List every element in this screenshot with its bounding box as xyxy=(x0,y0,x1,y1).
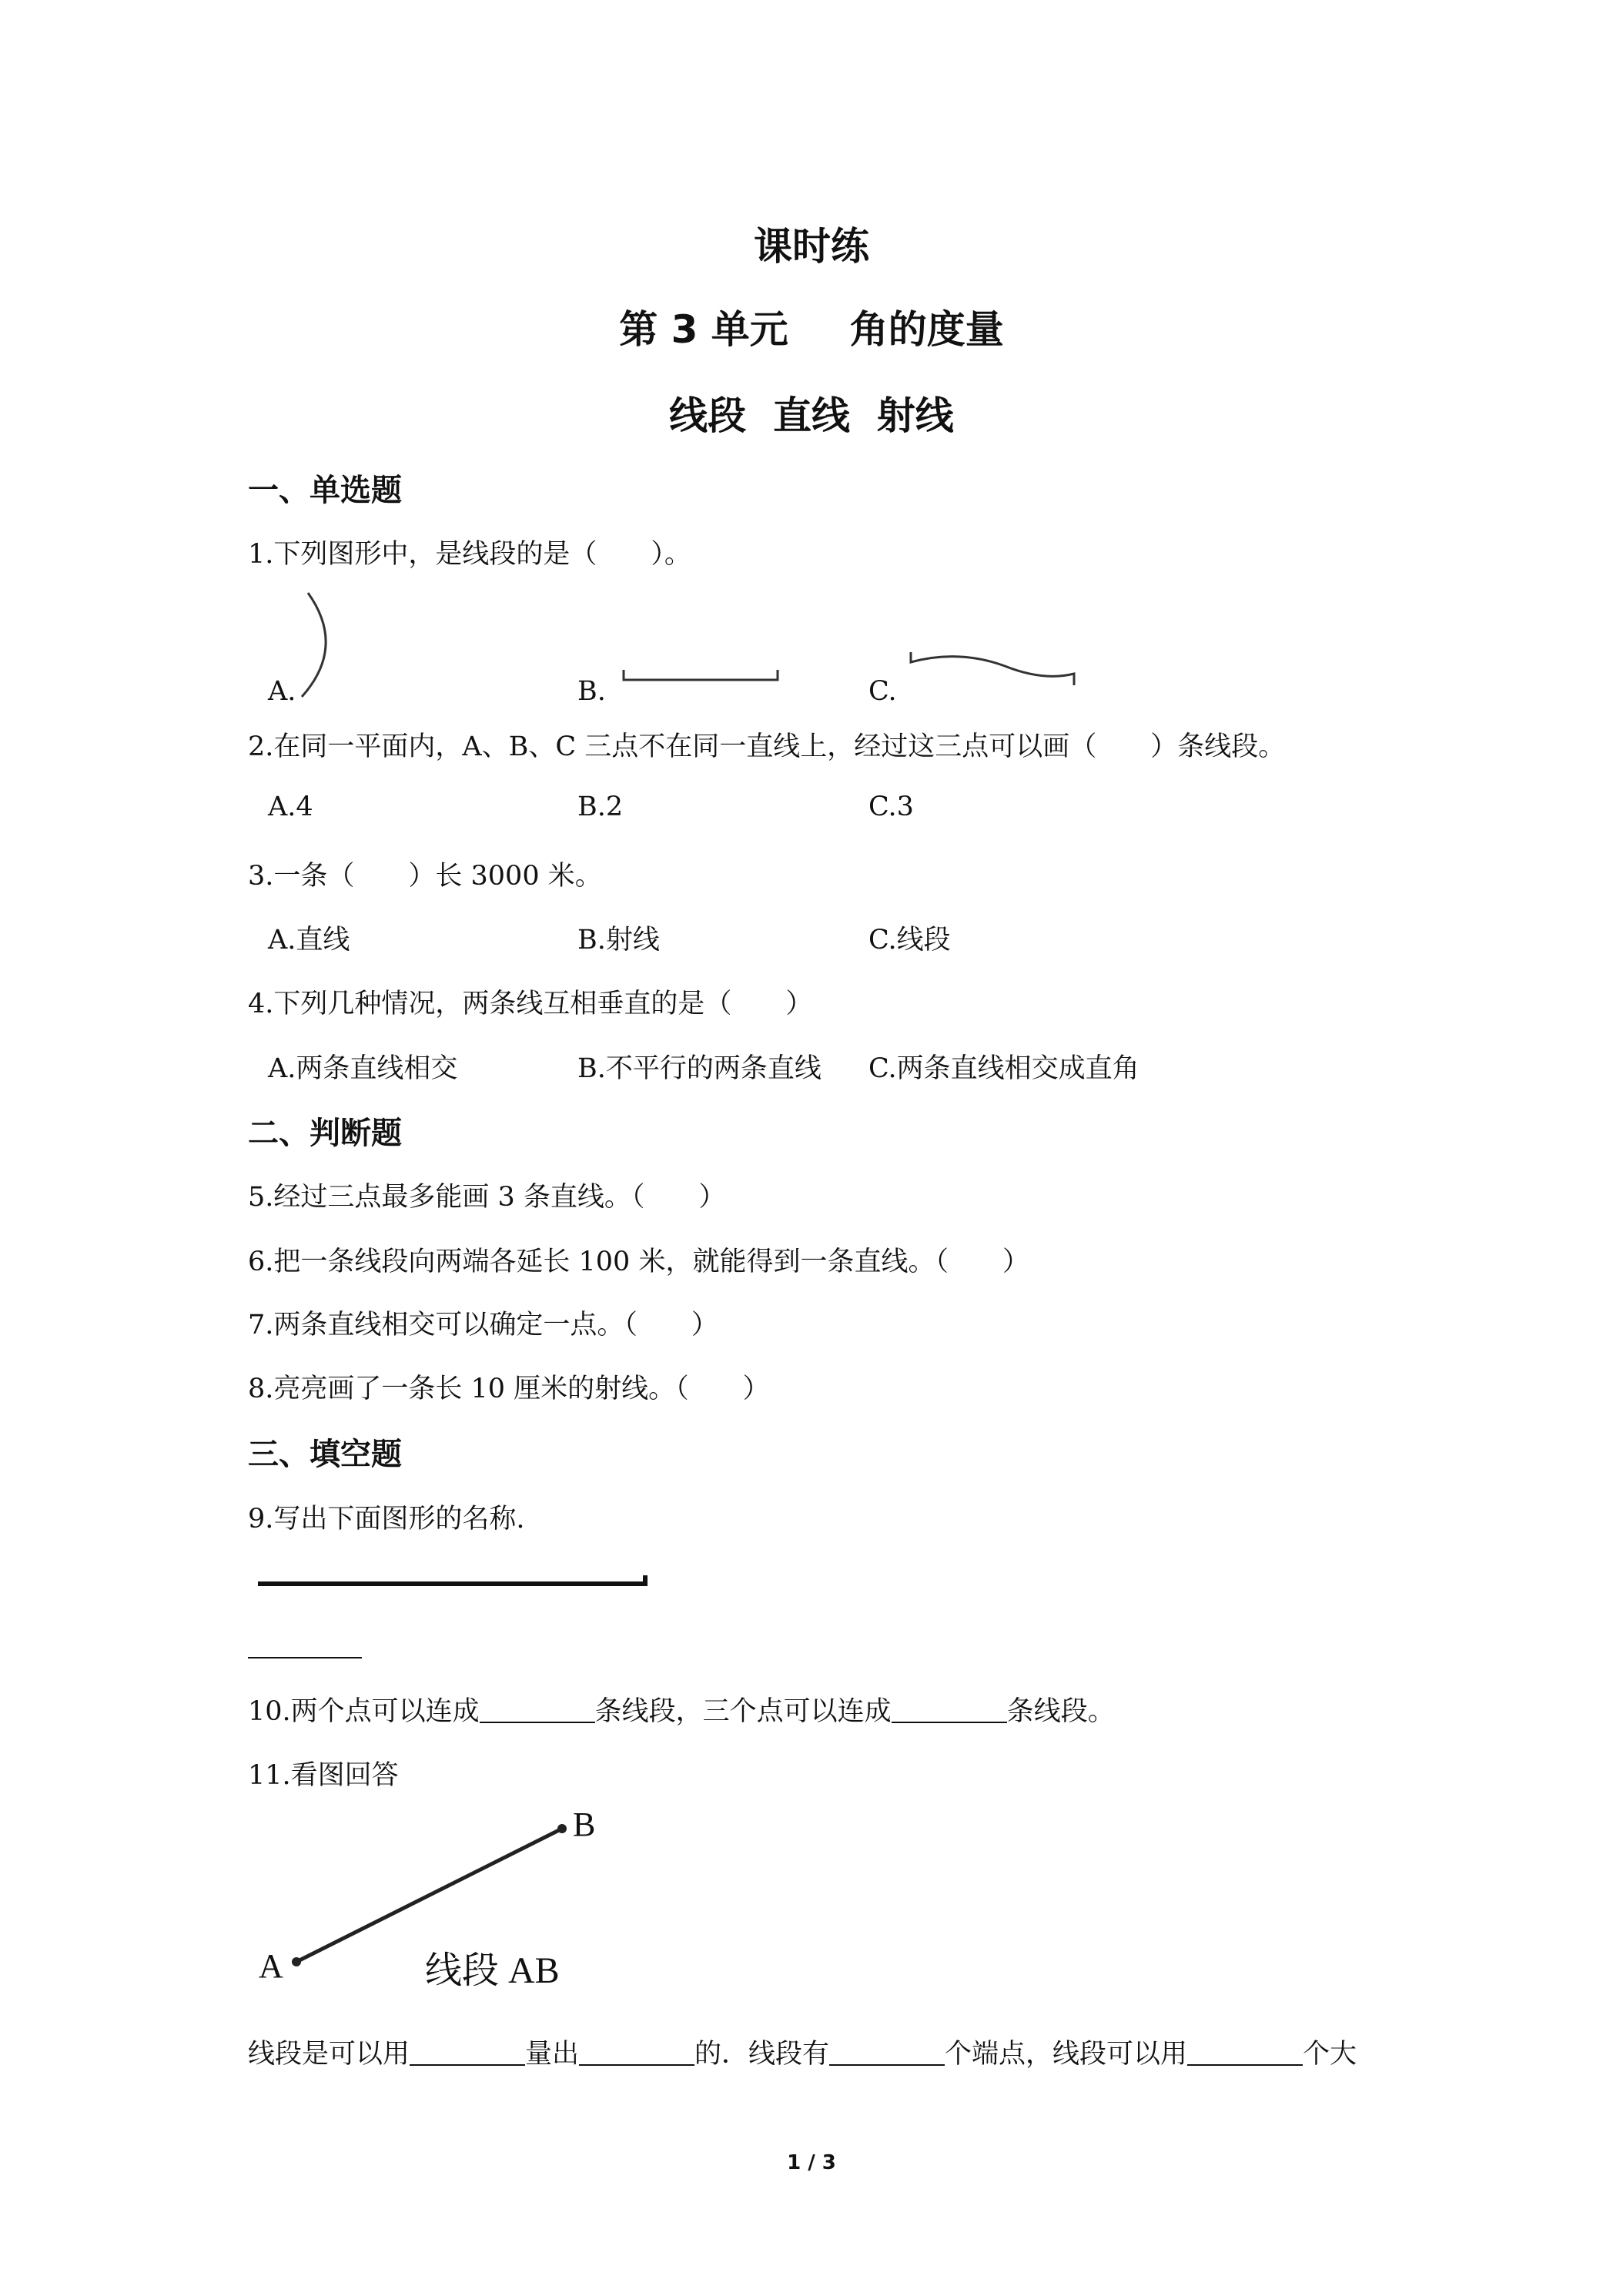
question-4: 4.下列几种情况，两条线互相垂直的是（ ） xyxy=(248,989,813,1019)
q9-answer-blank[interactable] xyxy=(248,1657,362,1658)
q11-text-5: 个大 xyxy=(1303,2039,1357,2070)
q11-blank-3[interactable] xyxy=(829,2037,945,2066)
page-title: 课时练 xyxy=(754,224,869,269)
question-2: 2.在同一平面内，A、B、C 三点不在同一直线上，经过这三点可以画（ ）条线段。 xyxy=(248,731,1286,762)
unit-name: 角的度量 xyxy=(849,307,1004,352)
q10-blank-1[interactable] xyxy=(480,1695,595,1723)
q2-option-b: B.2 xyxy=(577,792,624,822)
q4-option-a: A.两条直线相交 xyxy=(268,1053,458,1084)
question-7: 7.两条直线相交可以确定一点。（ ） xyxy=(248,1310,718,1340)
question-1: 1.下列图形中，是线段的是（ ）。 xyxy=(248,539,691,570)
q3-option-b: B.射线 xyxy=(577,925,660,956)
q10-blank-2[interactable] xyxy=(892,1695,1007,1723)
point-b xyxy=(557,1824,567,1833)
q11-blank-2[interactable] xyxy=(579,2037,694,2066)
q11-text-3: 的．线段有 xyxy=(694,2039,830,2070)
question-9: 9.写出下面图形的名称. xyxy=(248,1504,525,1535)
q2-option-c: C.3 xyxy=(868,792,914,822)
question-10 xyxy=(248,1690,1115,1729)
label-point-b: B xyxy=(573,1806,596,1843)
line-segment-figure xyxy=(620,666,785,689)
q3-option-c: C.线段 xyxy=(868,925,951,956)
q11-blank-4[interactable] xyxy=(1187,2037,1303,2066)
unit-heading xyxy=(0,299,1623,354)
label-point-a: A xyxy=(259,1947,283,1985)
question-3: 3.一条（ ）长 3000 米。 xyxy=(248,861,602,892)
page-number: 1 / 3 xyxy=(787,2151,836,2174)
q11-blank-1[interactable] xyxy=(410,2037,525,2066)
q4-option-c: C.两条直线相交成直角 xyxy=(868,1053,1139,1084)
curved-segment-figure xyxy=(905,643,1078,689)
q1-option-c: C. xyxy=(868,676,897,707)
q4-option-b: B.不平行的两条直线 xyxy=(577,1053,822,1084)
lesson-title: 线段 直线 射线 xyxy=(669,393,954,438)
q10-text-2: 条线段，三个点可以连成 xyxy=(594,1696,892,1727)
segment-ab-caption: 线段 AB xyxy=(425,1950,560,1991)
unit-label: 第 3 单元 xyxy=(619,307,788,352)
question-5: 5.经过三点最多能画 3 条直线。（ ） xyxy=(248,1182,726,1213)
q10-text-3: 条线段。 xyxy=(1006,1696,1115,1727)
question-11: 11.看图回答 xyxy=(248,1760,399,1791)
section-heading-fill-blank: 三、填空题 xyxy=(248,1437,402,1472)
q11-text-4: 个端点，线段可以用 xyxy=(945,2039,1188,2070)
q1-option-a: A. xyxy=(268,676,296,707)
section-heading-single-choice: 一、单选题 xyxy=(248,473,402,508)
question-6: 6.把一条线段向两端各延长 100 米，就能得到一条直线。（ ） xyxy=(248,1247,1029,1277)
section-heading-true-false: 二、判断题 xyxy=(248,1116,402,1151)
question-11-answer-line xyxy=(248,2033,1357,2071)
question-8: 8.亮亮画了一条长 10 厘米的射线。（ ） xyxy=(248,1374,770,1404)
q10-text-1: 10.两个点可以连成 xyxy=(248,1696,480,1727)
point-a xyxy=(292,1957,301,1966)
ray-figure xyxy=(254,1571,654,1594)
q2-option-a: A.4 xyxy=(268,792,313,822)
arc-figure xyxy=(293,589,346,705)
q11-text-2: 量出 xyxy=(525,2039,580,2070)
q1-option-b: B. xyxy=(577,676,606,707)
q11-text-1: 线段是可以用 xyxy=(248,2039,410,2070)
q3-option-a: A.直线 xyxy=(268,925,350,956)
